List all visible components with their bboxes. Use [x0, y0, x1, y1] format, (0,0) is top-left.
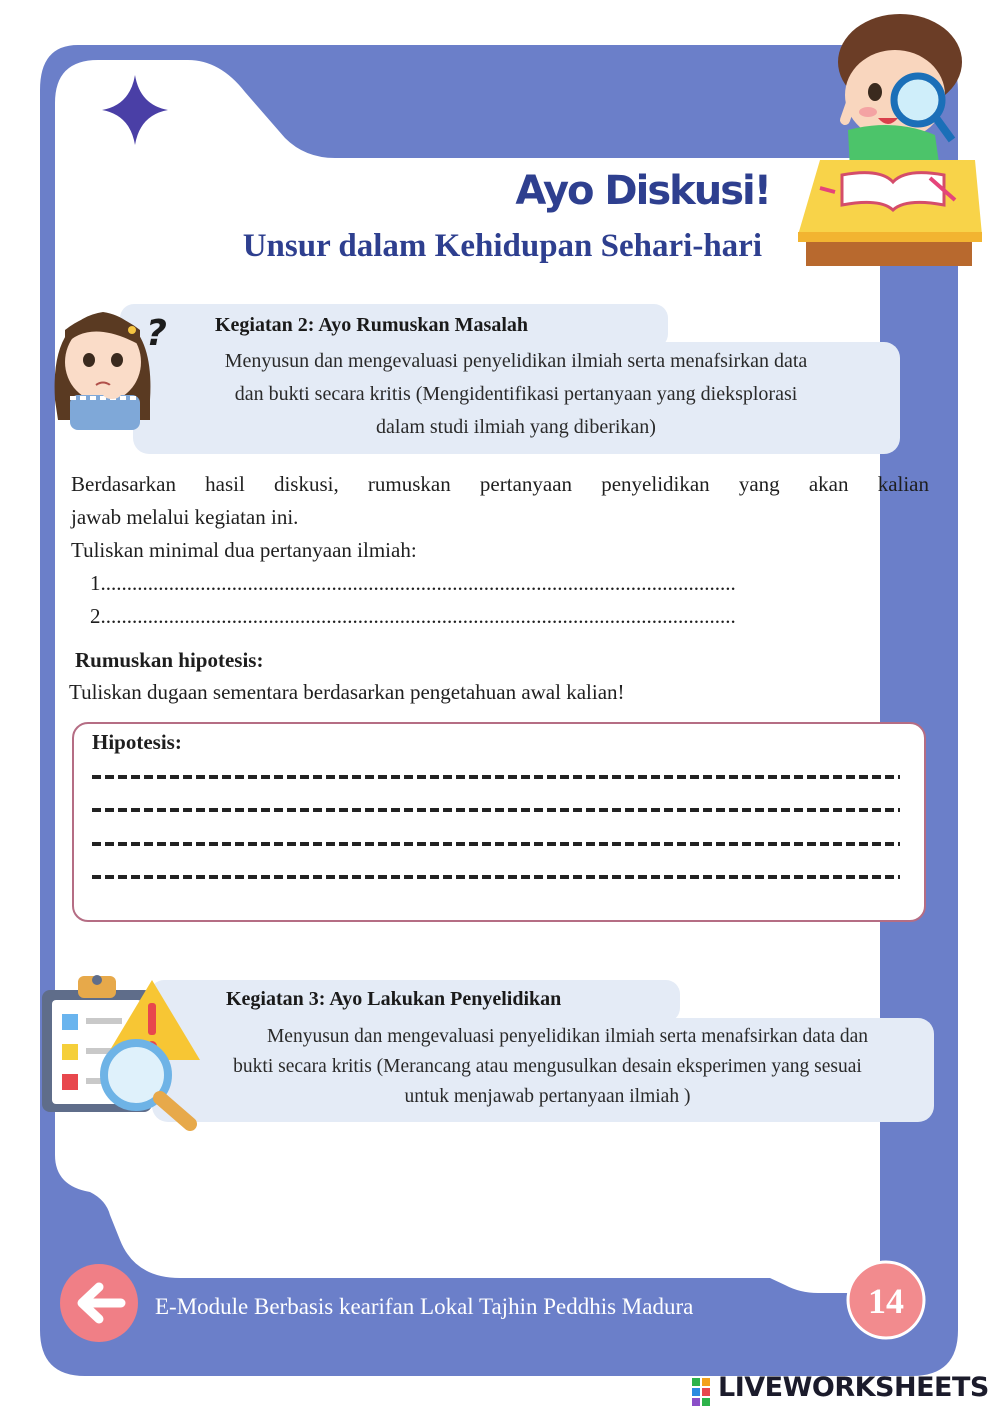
kegiatan3-desc-line: bukti secara kritis (Merancang atau mengusulkan desain eksperimen yang sesuai: [233, 1056, 862, 1077]
question-mark-icon: ?: [146, 313, 167, 354]
kegiatan2-desc-line: dalam studi ilmiah yang diberikan): [376, 416, 656, 438]
question-2-line[interactable]: 2.........................................................................................................................: [90, 604, 736, 628]
kegiatan3-desc-line: Menyusun dan mengevaluasi penyelidikan ilmiah serta menafsirkan data dan: [266, 1026, 869, 1047]
instruction-paragraph-line2: jawab melalui kegiatan ini.: [71, 505, 299, 529]
girl-thinking-illustration: [55, 312, 151, 430]
hypothesis-answer-line[interactable]: [92, 775, 900, 779]
back-button[interactable]: [60, 1264, 138, 1342]
kegiatan3-description: [160, 1022, 935, 1112]
hypothesis-heading: Rumuskan hipotesis:: [75, 648, 264, 672]
instruction-questions: Tuliskan minimal dua pertanyaan ilmiah:: [71, 538, 417, 562]
hypothesis-label: Hipotesis:: [92, 730, 182, 754]
sparkle-icon: [102, 75, 168, 145]
page-number: 14: [868, 1281, 904, 1321]
kegiatan3-desc-line: untuk menjawab pertanyaan ilmiah ): [404, 1086, 691, 1107]
kegiatan2-description: [140, 345, 892, 444]
kegiatan2-title: Kegiatan 2: Ayo Rumuskan Masalah: [215, 314, 529, 336]
page-subtitle: Unsur dalam Kehidupan Sehari-hari: [242, 228, 762, 264]
kegiatan3-title: Kegiatan 3: Ayo Lakukan Penyelidikan: [226, 988, 562, 1010]
liveworksheets-watermark[interactable]: LIVEWORKSHEETS: [718, 1372, 989, 1403]
hypothesis-instruction: Tuliskan dugaan sementara berdasarkan pengetahuan awal kalian!: [69, 680, 625, 704]
liveworksheets-logo-icon: [692, 1378, 710, 1406]
footer-module-text: E-Module Berbasis kearifan Lokal Tajhin Peddhis Madura: [155, 1294, 694, 1319]
hypothesis-box[interactable]: [72, 722, 926, 922]
hypothesis-answer-line[interactable]: [92, 875, 900, 879]
kegiatan2-desc-line: Menyusun dan mengevaluasi penyelidikan ilmiah serta menafsirkan data: [224, 350, 808, 372]
instruction-paragraph-line1: Berdasarkan hasil diskusi, rumuskan pertanyaan penyelidikan yang akan kalian: [71, 472, 929, 496]
kegiatan2-desc-line: dan bukti secara kritis (Mengidentifikasi pertanyaan yang dieksplorasi: [234, 383, 798, 405]
hypothesis-answer-line[interactable]: [92, 842, 900, 846]
question-1-line[interactable]: 1.........................................................................................................................: [90, 571, 736, 595]
page-title: Ayo Diskusi!: [515, 168, 770, 214]
hypothesis-answer-line[interactable]: [92, 808, 900, 812]
